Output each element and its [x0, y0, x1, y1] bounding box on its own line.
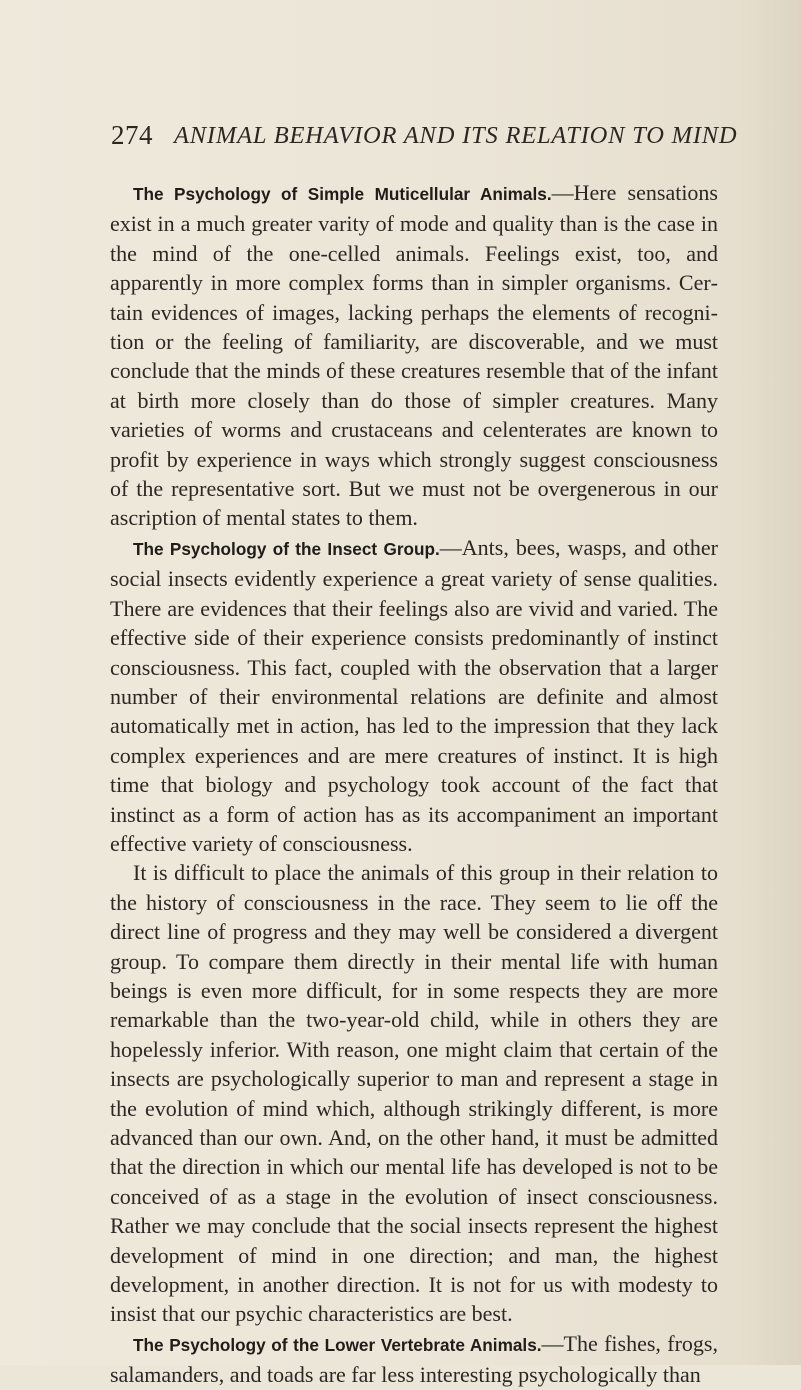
- body-text: [110, 178, 718, 1390]
- paragraph-lower-vertebrate: [110, 1329, 718, 1390]
- paragraph-simple-multicellular: [110, 178, 718, 533]
- page-number: 274: [111, 120, 153, 150]
- paragraph-insect-relation: [110, 858, 718, 1329]
- paragraph-text: It is difficult to place the animals of this group in their relation to the history of consciousness in the race. They seem to lie off the direct line of progress and they may well be considered a divergent group. To compare them directly in their mental life with human beings is even more difficult, for in some respects they are more remarkable than the two-year-old child, while in others they are hopelessly inferior. With reason, one might claim that certain of the insects are psychologically superior to man and represent a stage in the evolution of mind which, although strikingly different, is more advanced than our own. And, on the other hand, it must be admitted that the direction in which our mental life has developed is not to be conceived of as a stage in the evolution of insect consciousness. Rather we may conclude that the social insects represent the highest development of mind in one direction; and man, the highest development, in another direction. It is not for us with modesty to insist that our psychic characteristics are best.: [110, 860, 718, 1327]
- running-title: ANIMAL BEHAVIOR AND ITS RELATION TO MIND: [174, 122, 738, 149]
- running-head: [111, 120, 738, 160]
- paragraph-insect-group: [110, 533, 718, 858]
- section-heading: The Psychology of the Insect Group.: [133, 538, 440, 559]
- paragraph-text: —Ants, bees, wasps, and other social insects evidently experience a great variety of sense qualities. There are evidences that their feelings also are vivid and varied. The effective side of their experience consists predominantly of instinct consciousness. This fact, coupled with the observation that a larger number of their environmental relations are definite and almost automatically met in action, has led to the impression that they lack complex experiences and are mere creatures of instinct. It is high time that biology and psychology took account of the fact that instinct as a form of action has as its accompaniment an important effective variety of consciousness.: [110, 534, 718, 856]
- section-heading: The Psychology of the Lower Vertebrate Animals.: [133, 1334, 542, 1355]
- paragraph-text: —Here sensations exist in a much greater varity of mode and quality than is the case in the mind of the one-celled animals. Feelings exist, too, and apparently in more complex forms than in simpler organisms. Certain evidences of images, lacking perhaps the elements of recognition or the feeling of familiarity, are discoverable, and we must conclude that the minds of these creatures resemble that of the infant at birth more closely than do those of simpler creatures. Many varieties of worms and crustaceans and celenterates are known to profit by experience in ways which strongly suggest consciousness of the representative sort. But we must not be overgenerous in our ascription of mental states to them.: [110, 180, 718, 531]
- section-heading: The Psychology of Simple Muticellular Animals.: [133, 184, 552, 204]
- paragraph-text: —The fishes, frogs, salamanders, and toads are far less interesting psychologically than: [110, 1330, 718, 1388]
